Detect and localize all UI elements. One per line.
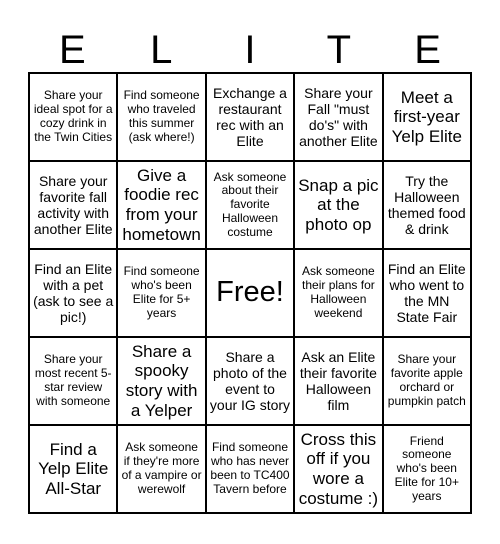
bingo-board — [28, 72, 472, 514]
bingo-cell[interactable]: Ask an Elite their favorite Halloween film — [294, 337, 382, 425]
header-letter-t: T — [326, 28, 351, 72]
bingo-cell[interactable]: Share a photo of the event to your IG story — [206, 337, 294, 425]
bingo-cell[interactable]: Snap a pic at the photo op — [294, 161, 382, 249]
bingo-cell[interactable]: Find an Elite with a pet (ask to see a pic!) — [29, 249, 117, 337]
bingo-cell[interactable]: Share your favorite fall activity with another Elite — [29, 161, 117, 249]
bingo-cell[interactable]: Share a spooky story with a Yelper — [117, 337, 205, 425]
free-space-cell[interactable]: Free! — [206, 249, 294, 337]
bingo-cell[interactable]: Find someone who has never been to TC400 Tavern before — [206, 425, 294, 513]
bingo-cell[interactable]: Find someone who's been Elite for 5+ years — [117, 249, 205, 337]
bingo-cell[interactable]: Share your most recent 5-star review with someone — [29, 337, 117, 425]
bingo-cell[interactable]: Try the Halloween themed food & drink — [383, 161, 471, 249]
bingo-header — [28, 28, 472, 72]
bingo-cell[interactable]: Ask someone about their favorite Halloween costume — [206, 161, 294, 249]
bingo-cell[interactable]: Find a Yelp Elite All-Star — [29, 425, 117, 513]
bingo-cell[interactable]: Share your Fall "must do's" with another Elite — [294, 73, 382, 161]
bingo-cell[interactable]: Exchange a restaurant rec with an Elite — [206, 73, 294, 161]
bingo-cell[interactable]: Give a foodie rec from your hometown — [117, 161, 205, 249]
bingo-cell[interactable]: Meet a first-year Yelp Elite — [383, 73, 471, 161]
bingo-cell[interactable]: Ask someone their plans for Halloween weekend — [294, 249, 382, 337]
bingo-cell[interactable]: Share your favorite apple orchard or pumpkin patch — [383, 337, 471, 425]
bingo-cell[interactable]: Find someone who traveled this summer (ask where!) — [117, 73, 205, 161]
header-letter-e2: E — [414, 28, 441, 72]
bingo-cell[interactable]: Share your ideal spot for a cozy drink in the Twin Cities — [29, 73, 117, 161]
header-letter-e1: E — [59, 28, 86, 72]
bingo-cell[interactable]: Ask someone if they're more of a vampire or werewolf — [117, 425, 205, 513]
bingo-cell[interactable]: Friend someone who's been Elite for 10+ years — [383, 425, 471, 513]
bingo-cell[interactable]: Cross this off if you wore a costume :) — [294, 425, 382, 513]
header-letter-i: I — [244, 28, 256, 72]
bingo-cell[interactable]: Find an Elite who went to the MN State Fair — [383, 249, 471, 337]
header-letter-l: L — [150, 28, 173, 72]
